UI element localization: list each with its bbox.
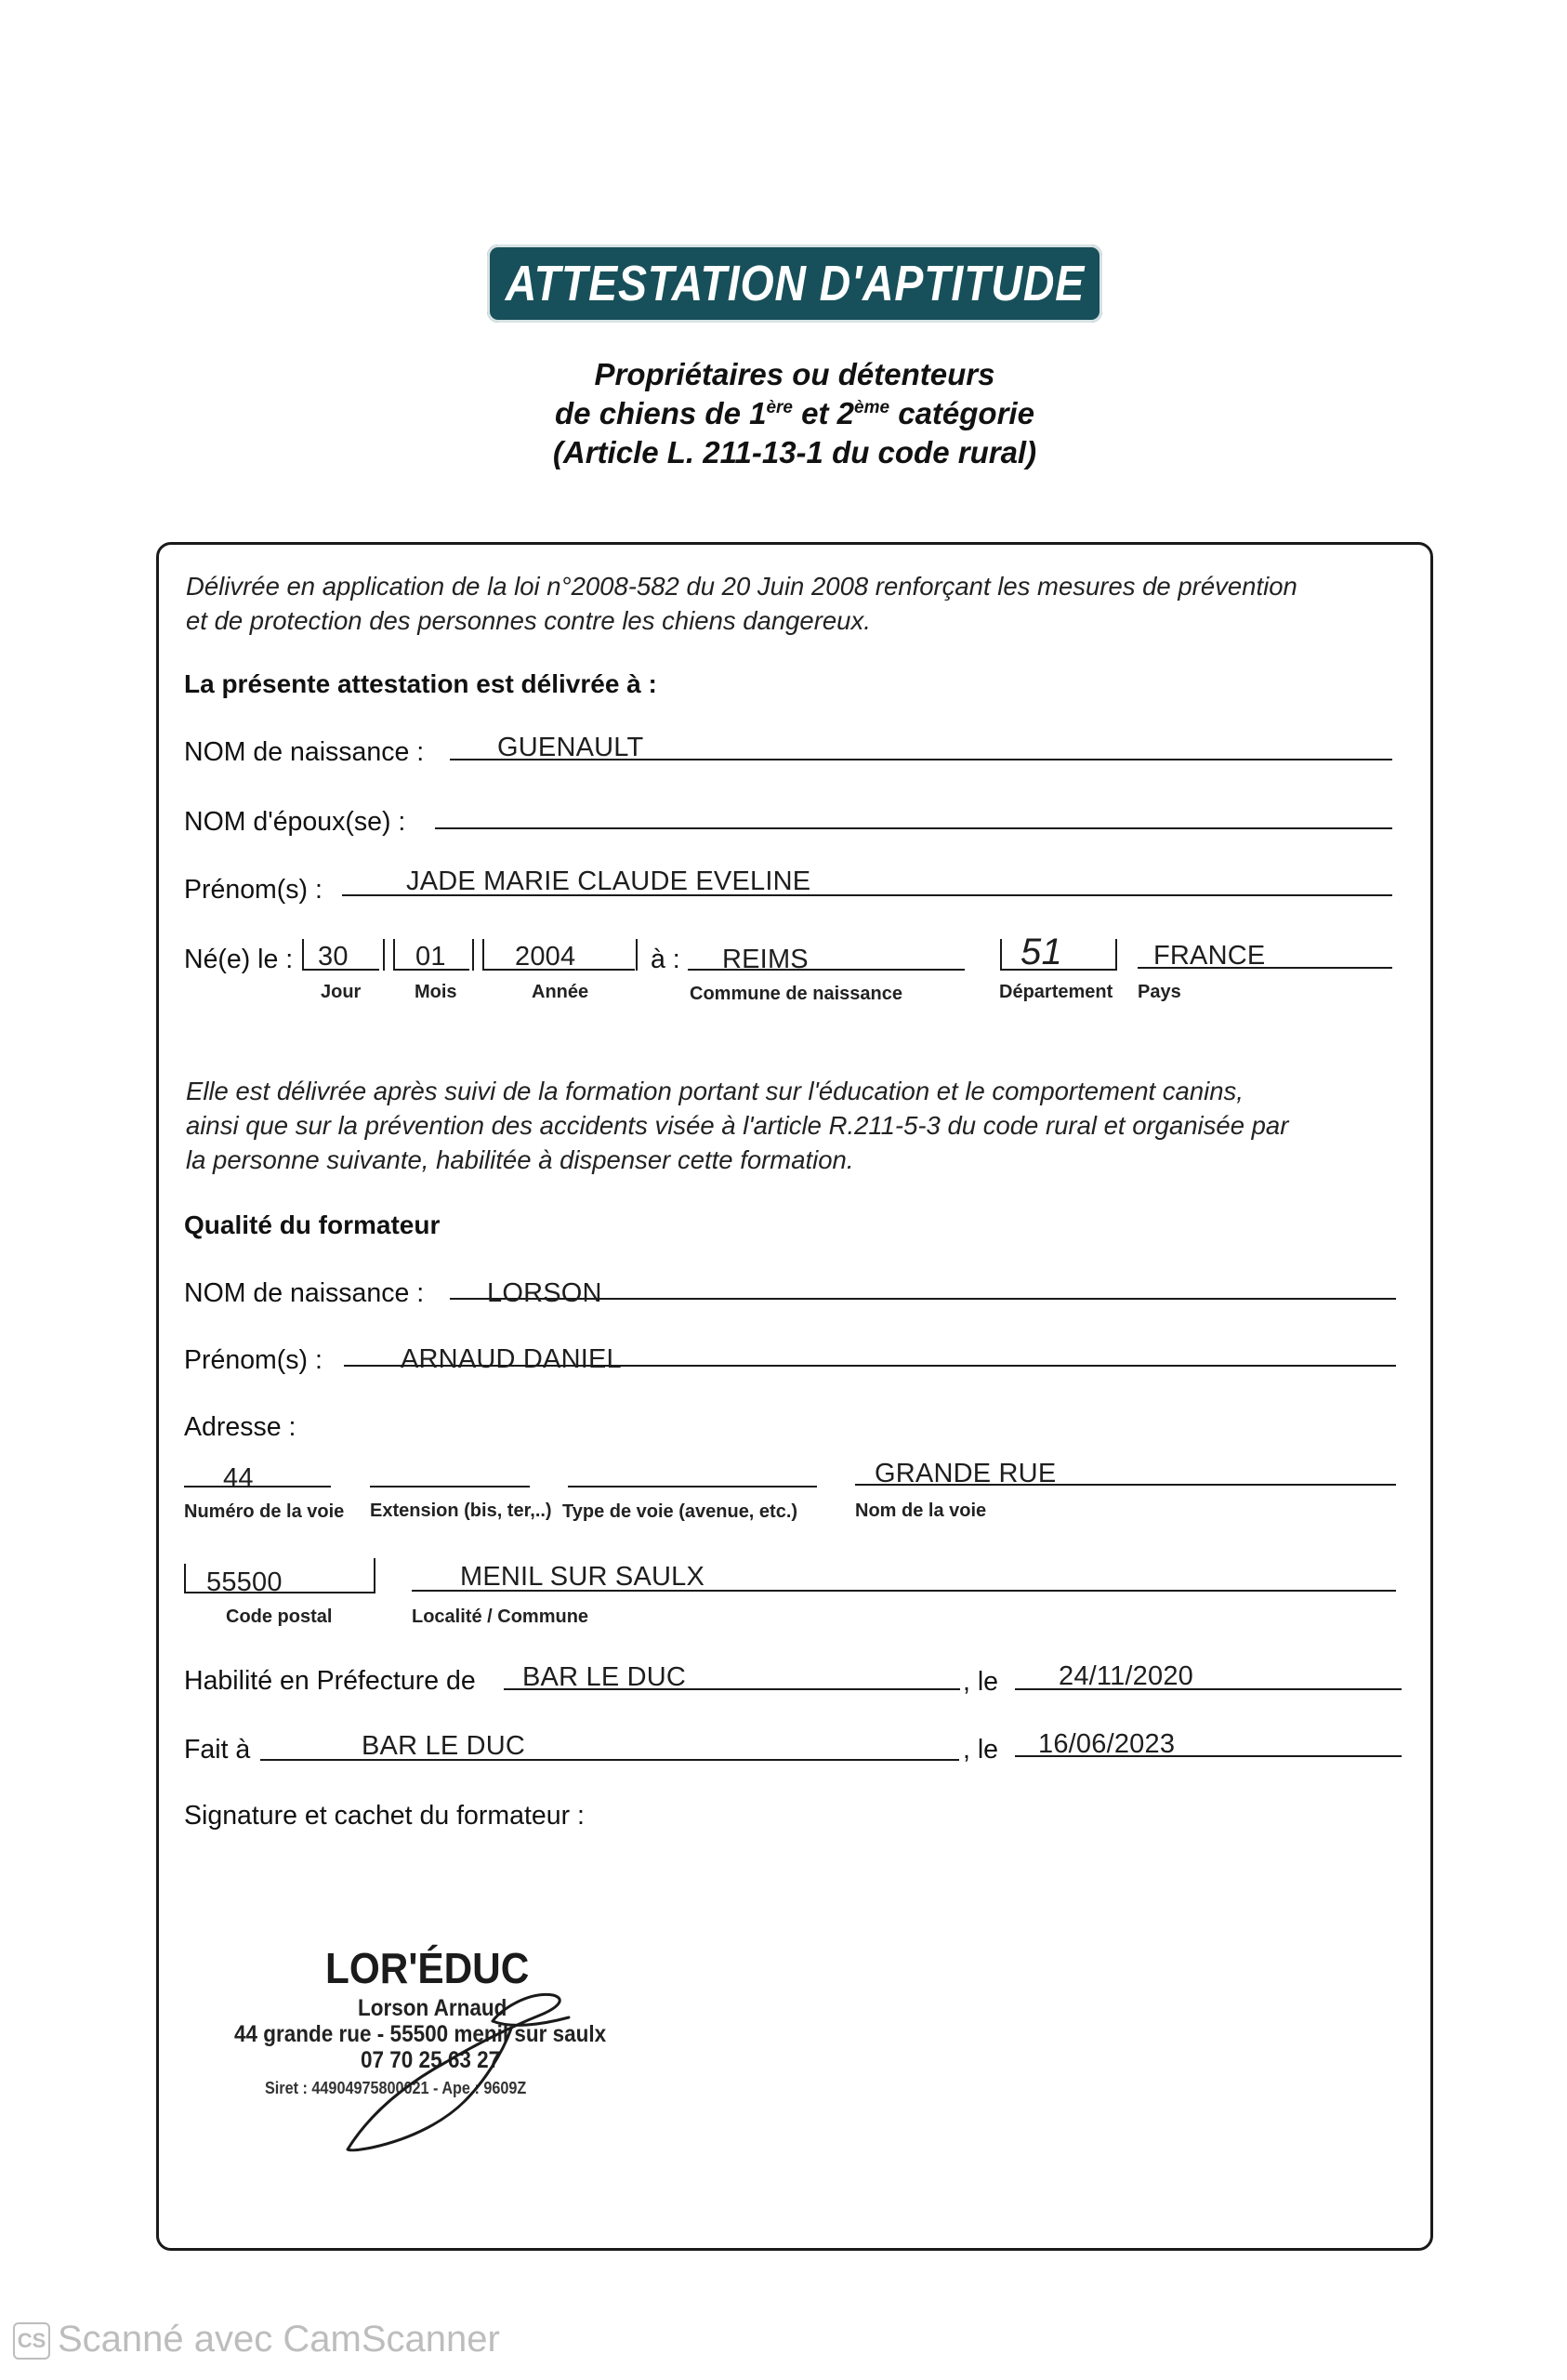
country-value[interactable]: FRANCE	[1153, 941, 1266, 971]
department-separator	[1115, 939, 1117, 971]
training-line-3: la personne suivante, habilitée à dispenser cette formation.	[186, 1145, 854, 1174]
trainer-first-names-label: Prénom(s) :	[184, 1345, 323, 1375]
department-separator	[1000, 939, 1002, 971]
stamp-phone: 07 70 25 63 27	[361, 2047, 501, 2073]
caption-street-name: Nom de la voie	[855, 1501, 987, 1521]
caption-street-number: Numéro de la voie	[184, 1501, 345, 1522]
intro-line-1: Délivrée en application de la loi n°2008-582 du 20 Juin 2008 renforçant les mesures de prévention	[186, 572, 1297, 601]
made-date-label: , le	[963, 1735, 999, 1765]
subtitle-text: de chiens de 1	[555, 396, 767, 430]
caption-birth-town: Commune de naissance	[690, 984, 902, 1004]
street-number-line	[184, 1486, 331, 1488]
caption-street-type: Type de voie (avenue, etc.)	[562, 1501, 798, 1522]
subtitle-line-2	[353, 396, 1236, 431]
first-names-value[interactable]: JADE MARIE CLAUDE EVELINE	[406, 866, 811, 896]
date-separator	[383, 939, 385, 971]
trainer-stamp	[232, 1943, 660, 2166]
caption-day: Jour	[321, 982, 362, 1002]
subtitle-line-3: (Article L. 211-13-1 du code rural)	[552, 435, 1037, 469]
training-line-1: Elle est délivrée après suivi de la formation portant sur l'éducation et le comportement canins,	[186, 1077, 1244, 1105]
trainer-birth-name-value[interactable]: LORSON	[487, 1278, 602, 1308]
street-type-line	[568, 1486, 817, 1488]
handwritten-signature	[232, 1943, 660, 2166]
extension-line	[370, 1486, 530, 1488]
made-date-value[interactable]: 16/06/2023	[1038, 1729, 1176, 1759]
caption-department: Département	[999, 982, 1113, 1002]
intro-line-2: et de protection des personnes contre les chiens dangereux.	[186, 606, 871, 635]
trainer-heading: Qualité du formateur	[184, 1210, 441, 1239]
birth-year-value[interactable]: 2004	[515, 942, 576, 972]
birth-name-label: NOM de naissance :	[184, 737, 425, 767]
birth-town-value[interactable]: REIMS	[722, 945, 809, 974]
stamp-name: Lorson Arnaud	[358, 1995, 507, 2021]
subtitle-text: catégorie	[889, 396, 1034, 430]
postal-separator	[184, 1564, 186, 1593]
prefecture-label: Habilité en Préfecture de	[184, 1666, 476, 1696]
caption-month: Mois	[415, 982, 457, 1002]
scanner-watermark: Scanné avec CamScanner	[58, 2319, 500, 2360]
title-banner	[487, 245, 1102, 323]
address-label: Adresse :	[184, 1412, 296, 1442]
birth-name-value[interactable]: GUENAULT	[497, 733, 644, 762]
prefecture-value[interactable]: BAR LE DUC	[522, 1662, 687, 1692]
at-label: à :	[651, 945, 680, 974]
street-number-value[interactable]: 44	[223, 1463, 254, 1493]
caption-town: Localité / Commune	[412, 1606, 589, 1627]
document-title: ATTESTATION D'APTITUDE	[505, 256, 1085, 311]
camscanner-logo: CS	[13, 2322, 50, 2360]
caption-country: Pays	[1138, 982, 1181, 1002]
birth-month-value[interactable]: 01	[415, 942, 446, 972]
subtitle-sup: ème	[854, 398, 890, 417]
trainer-birth-name-label: NOM de naissance :	[184, 1278, 425, 1308]
spouse-name-line	[435, 827, 1392, 829]
recipient-heading: La présente attestation est délivrée à :	[184, 669, 657, 698]
date-separator	[636, 939, 638, 971]
department-value[interactable]: 51	[1021, 932, 1062, 972]
postal-separator	[374, 1558, 375, 1593]
first-names-label: Prénom(s) :	[184, 875, 323, 905]
date-separator	[302, 939, 304, 971]
made-at-value[interactable]: BAR LE DUC	[362, 1731, 526, 1761]
training-line-2: ainsi que sur la prévention des accidents visée à l'article R.211-5-3 du code rural et organisée par	[186, 1111, 1289, 1140]
caption-extension: Extension (bis, ter,..)	[370, 1501, 552, 1521]
stamp-address: 44 grande rue - 55500 menil sur saulx	[234, 2021, 607, 2047]
street-name-value[interactable]: GRANDE RUE	[875, 1459, 1057, 1488]
prefecture-date-value[interactable]: 24/11/2020	[1059, 1661, 1193, 1691]
postal-code-value[interactable]: 55500	[206, 1567, 283, 1597]
spouse-name-label: NOM d'époux(se) :	[184, 807, 406, 837]
subtitle-line-1: Propriétaires ou détenteurs	[594, 357, 995, 391]
subtitle-text: et 2	[792, 396, 855, 430]
date-separator	[393, 939, 395, 971]
born-label: Né(e) le :	[184, 945, 294, 974]
caption-postal-code: Code postal	[226, 1606, 333, 1627]
date-separator	[472, 939, 474, 971]
town-value[interactable]: MENIL SUR SAULX	[460, 1562, 704, 1592]
stamp-company: LOR'ÉDUC	[325, 1944, 530, 1992]
made-at-label: Fait à	[184, 1735, 251, 1765]
birth-day-value[interactable]: 30	[318, 942, 349, 972]
prefecture-date-label: , le	[963, 1667, 999, 1697]
stamp-siret: Siret : 44904975800021 - Ape : 9609Z	[265, 2079, 527, 2097]
caption-year: Année	[532, 982, 589, 1002]
trainer-first-names-value[interactable]: ARNAUD DANIEL	[401, 1344, 622, 1374]
date-separator	[482, 939, 484, 971]
subtitle-sup: ère	[766, 398, 793, 417]
signature-label: Signature et cachet du formateur :	[184, 1801, 585, 1831]
